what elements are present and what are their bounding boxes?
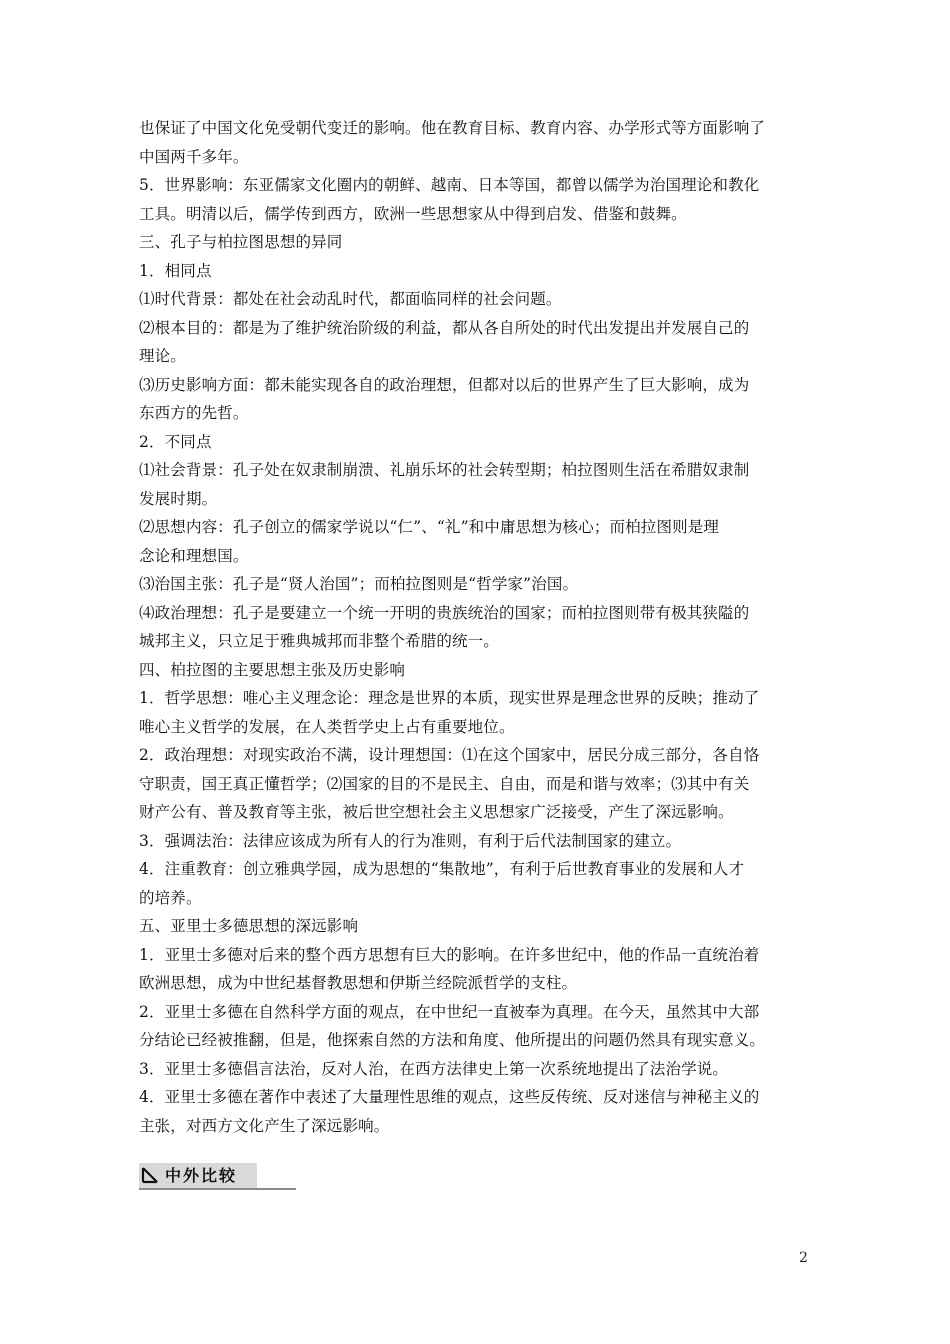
text-line: ⑴社会背景：孔子处在奴隶制崩溃、礼崩乐坏的社会转型期；柏拉图则生活在希腊奴隶制 xyxy=(139,461,750,479)
text-line: 1．亚里士多德对后来的整个西方思想有巨大的影响。在许多世纪中，他的作品一直统治着 xyxy=(139,945,760,964)
banner-underline xyxy=(139,1188,296,1190)
text-line: 分结论已经被推翻，但是，他探索自然的方法和角度、他所提出的问题仍然具有现实意义。 xyxy=(139,1031,766,1049)
text-line: 工具。明清以后，儒学传到西方，欧洲一些思想家从中得到启发、借鉴和鼓舞。 xyxy=(139,204,687,223)
page-number: 2 xyxy=(799,1250,808,1266)
text-line: 中国两千多年。 xyxy=(139,147,249,166)
text-line: 主张，对西方文化产生了深远影响。 xyxy=(139,1116,390,1135)
banner-title: 中外比较 xyxy=(165,1166,238,1185)
text-line: 5．世界影响：东亚儒家文化圈内的朝鲜、越南、日本等国，都曾以儒学为治国理论和教化 xyxy=(139,176,760,194)
text-line: 财产公有、普及教育等主张，被后世空想社会主义思想家广泛接受，产生了深远影响。 xyxy=(139,803,734,821)
text-line: ⑴时代背景：都处在社会动乱时代，都面临同样的社会问题。 xyxy=(139,290,562,308)
text-line: ⑵思想内容：孔子创立的儒家学说以“仁”、“礼”和中庸思想为核心；而柏拉图则是理 xyxy=(139,518,720,536)
text-line: 唯心主义哲学的发展，在人类哲学史上占有重要地位。 xyxy=(139,717,515,736)
section-heading: 五、亚里士多德思想的深远影响 xyxy=(139,917,359,935)
text-line: 东西方的先哲。 xyxy=(139,404,249,422)
section-heading: 四、柏拉图的主要思想主张及历史影响 xyxy=(139,660,406,679)
text-line: ⑶历史影响方面：都未能实现各自的政治理想，但都对以后的世界产生了巨大影响，成为 xyxy=(139,375,750,394)
text-line: 发展时期。 xyxy=(139,489,218,508)
text-line: 念论和理想国。 xyxy=(139,546,249,565)
text-line: 3．亚里士多德倡言法治，反对人治，在西方法律史上第一次系统地提出了法治学说。 xyxy=(139,1059,729,1078)
text-line: 守职责，国王真正懂哲学；⑵国家的目的不是民主、自由，而是和谐与效率；⑶其中有关 xyxy=(139,774,750,793)
subsection-heading: 2．不同点 xyxy=(139,432,212,451)
text-line: 1．哲学思想：唯心主义理念论：理念是世界的本质，现实世界是理念世界的反映；推动了 xyxy=(139,689,760,707)
text-line: 理论。 xyxy=(139,347,186,365)
diagonal-corner-icon xyxy=(141,1166,159,1184)
text-line: 2．亚里士多德在自然科学方面的观点，在中世纪一直被奉为真理。在今天，虽然其中大部 xyxy=(139,1002,760,1021)
text-line: 欧洲思想，成为中世纪基督教思想和伊斯兰经院派哲学的支柱。 xyxy=(139,974,578,992)
section-heading: 三、孔子与柏拉图思想的异同 xyxy=(139,233,343,251)
text-line: 3．强调法治：法律应该成为所有人的行为准则，有利于后代法制国家的建立。 xyxy=(139,831,682,850)
text-line: 4．注重教育：创立雅典学园，成为思想的“集散地”，有利于后世教育事业的发展和人才 xyxy=(139,860,745,878)
text-line: 的培养。 xyxy=(139,888,202,907)
text-line: ⑷政治理想：孔子是要建立一个统一开明的贵族统治的国家；而柏拉图则带有极其狭隘的 xyxy=(139,603,750,622)
text-line: 2．政治理想：对现实政治不满，设计理想国：⑴在这个国家中，居民分成三部分，各自恪 xyxy=(139,746,760,764)
text-line: 城邦主义，只立足于雅典城邦而非整个希腊的统一。 xyxy=(139,632,499,650)
text-line: ⑵根本目的：都是为了维护统治阶级的利益，都从各自所处的时代出发提出并发展自己的 xyxy=(139,318,750,337)
document-body xyxy=(139,114,811,1140)
text-line: 4．亚里士多德在著作中表述了大量理性思维的观点，这些反传统、反对迷信与神秘主义的 xyxy=(139,1088,760,1106)
section-banner xyxy=(139,1163,296,1191)
text-line: ⑶治国主张：孔子是“贤人治国”；而柏拉图则是“哲学家”治国。 xyxy=(139,575,579,593)
subsection-heading: 1．相同点 xyxy=(139,261,212,280)
text-line: 也保证了中国文化免受朝代变迁的影响。他在教育目标、教育内容、办学形式等方面影响了 xyxy=(139,119,766,137)
